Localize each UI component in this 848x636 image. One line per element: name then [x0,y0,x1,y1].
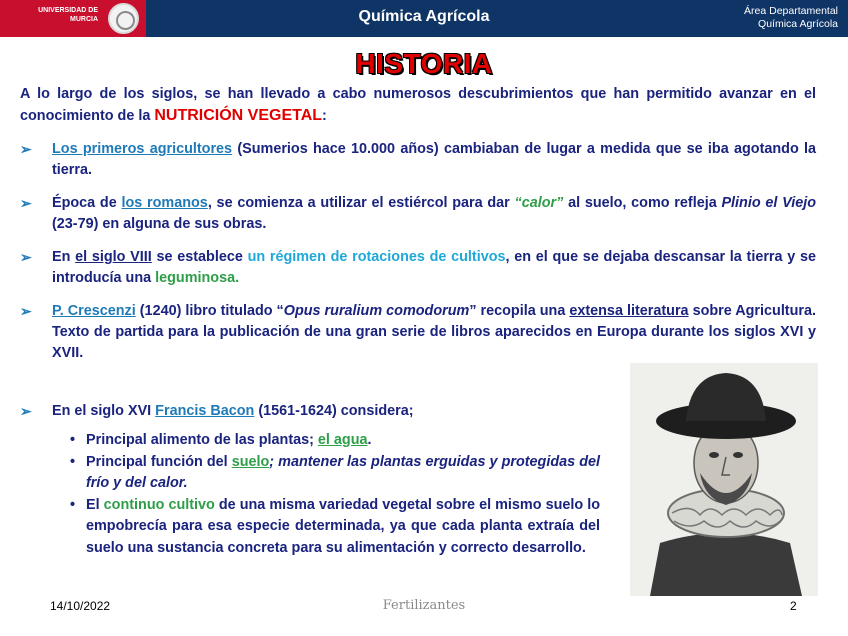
link-extensa-literatura[interactable]: extensa literatura [569,303,689,319]
portrait-icon [630,363,818,596]
list-item: • El continuo cultivo de una misma variedad vegetal sobre el mismo suelo lo empobrecía para esa especie determinada, ya que cada planta extraía del suelo una sustancia concreta para su alimentación y correcto desarrollo. [70,496,600,556]
rotaciones-text: un régimen de rotaciones de cultivos [247,249,506,265]
link-el-agua[interactable]: el agua [317,432,368,448]
list-item: • Principal alimento de las plantas; el agua. [68,430,600,452]
calor-quote: “calor” [514,195,564,211]
logo-line-1: UNIVERSIDAD DE [38,7,98,14]
nutricion-highlight: NUTRICIÓN VEGETAL [154,107,323,124]
page-number: 2 [790,599,797,613]
list-item: • Principal función del suelo; mantener las plantas erguidas y protegidas del frío y del calor. [70,453,600,491]
header-bar [0,0,848,37]
bullet-agricultores: ➢ Los primeros agricultores (Sumerios hace 10.000 años) cambiaban de lugar a medida que se iba agotando la tierra. [20,141,817,178]
leguminosa-text: leguminosa. [155,270,240,286]
department-label [744,5,838,31]
arrow-bullet-icon: ➢ [20,249,32,265]
link-primeros-agricultores[interactable]: Los primeros agricultores [52,141,233,157]
bullet-siglo-viii: ➢ En el siglo VIII se establece un régimen de rotaciones de cultivos, en el que se dejaba descansar la tierra y se introducía una leguminosa. [20,249,816,286]
slide-title: HISTORIA [355,48,493,79]
footer-date: 14/10/2022 [50,599,111,613]
link-francis-bacon[interactable]: Francis Bacon [155,403,255,419]
footer-title: Fertilizantes [382,598,466,613]
bullet-romanos: ➢ Época de los romanos, se comienza a utilizar el estiércol para dar “calor” al suelo, como refleja Plinio el Viejo (23-79) en alguna de sus obras. [20,195,816,232]
arrow-bullet-icon: ➢ [20,403,32,419]
bacon-sublist [68,430,600,559]
bullet-francis-bacon: ➢ En el siglo XVI Francis Bacon (1561-1624) considera; • Principal alimento de las plantas; el agua. • Principal función del suelo; mantener las plantas erguidas y protegidas del frío y del calor. • El continuo cultivo de una misma variedad vegetal sobre el mismo suelo lo empobrecía para esa especie determinada, ya que cada planta extraía del suelo una sustancia concreta para su alimentación y correcto desarrollo. [20,401,600,559]
dot-bullet-icon: • [70,496,76,513]
header-title: Química Agrícola [358,8,490,25]
link-suelo[interactable]: suelo [231,453,270,470]
arrow-bullet-icon: ➢ [20,141,32,157]
department-line-2: Química Agrícola [758,18,838,30]
arrow-bullet-icon: ➢ [20,303,32,319]
bullet-crescenzi: ➢ P. Crescenzi (1240) libro titulado “Opus ruralium comodorum” recopila una extensa literatura sobre Agricultura. Texto de partida para la publicación de una gran serie de libros aparecidos en Europa durante los siglos XVI y XVII. [20,303,816,361]
continuo-cultivo-text: continuo cultivo [103,496,215,513]
intro-paragraph: A lo largo de los siglos, se han llevado a cabo numerosos descubrimientos que han permitido avanzar en el conocimiento de la NUTRICIÓN VEGETAL: [20,86,816,124]
link-siglo-viii[interactable]: el siglo VIII [75,249,152,265]
dot-bullet-icon: • [70,453,76,470]
department-line-1: Área Departamental [744,5,838,17]
slide-body [20,84,816,364]
logo-line-2: MURCIA [70,16,98,23]
dot-bullet-icon: • [70,432,76,448]
arrow-bullet-icon: ➢ [20,195,32,211]
link-los-romanos[interactable]: los romanos [121,195,208,211]
link-p-crescenzi[interactable]: P. Crescenzi [52,303,136,319]
francis-bacon-portrait [630,363,818,596]
